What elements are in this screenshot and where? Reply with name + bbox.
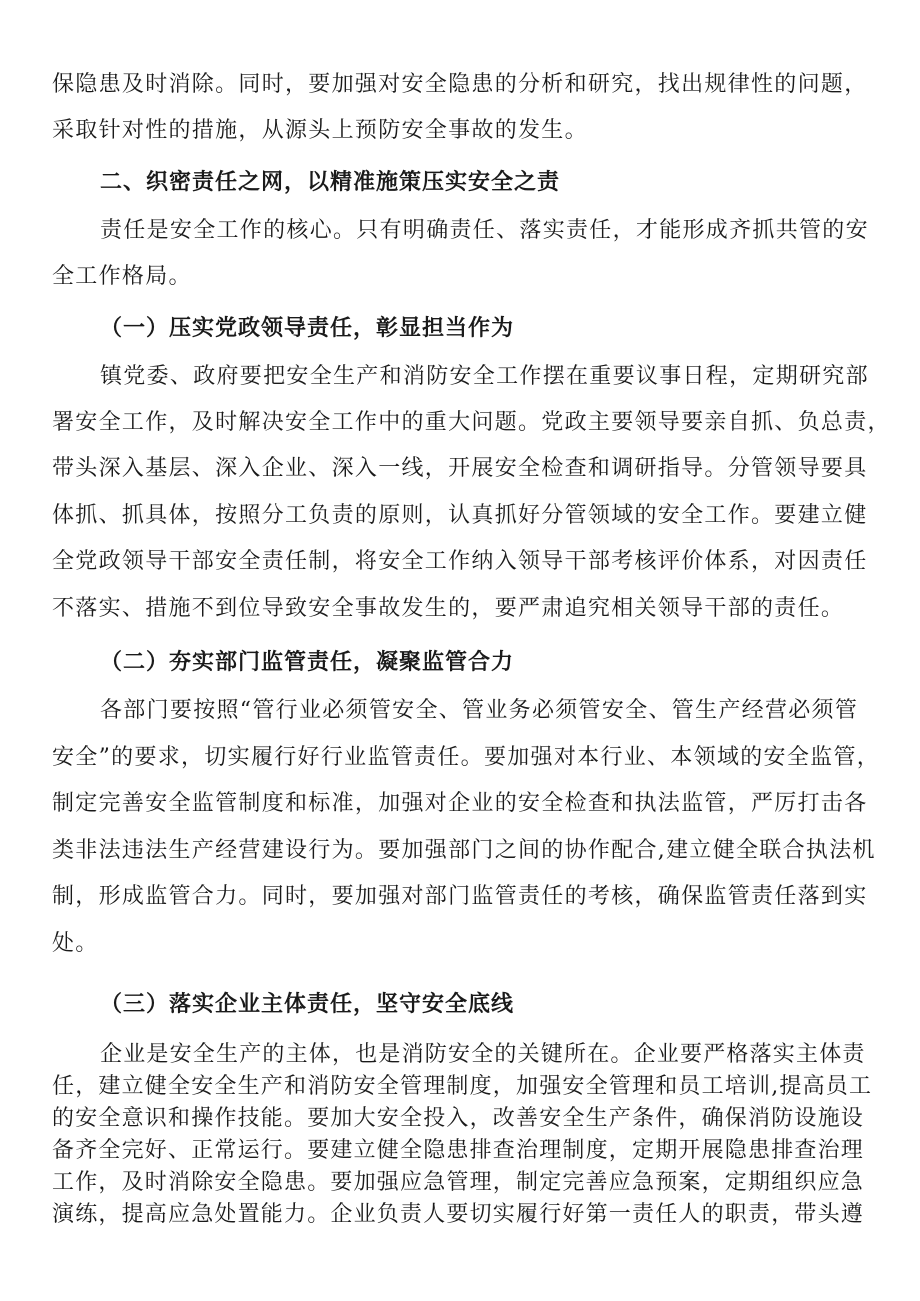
- body-text-line: 任，建立健全安全生产和消防安全管理制度，加强安全管理和员工培训,提高员工: [52, 1074, 873, 1099]
- body-text-line: 带头深入基层、深入企业、深入一线，开展安全检查和调研指导。分管领导要具: [52, 456, 868, 481]
- body-text-line: 工作，及时消除安全隐患。要加强应急管理，制定完善应急预案，定期组织应急: [52, 1170, 865, 1195]
- body-text-line: 类非法违法生产经营建设行为。要加强部门之间的协作配合,建立健全联合执法机: [52, 838, 876, 863]
- body-text-line: 制，形成监管合力。同时，要加强对部门监管责任的考核，确保监管责任落到实: [52, 884, 868, 909]
- section-heading: 二、织密责任之网，以精准施策压实安全之责: [100, 169, 561, 195]
- body-text-line: 全党政领导干部安全责任制，将安全工作纳入领导干部考核评价体系，对因责任: [52, 549, 868, 574]
- body-text-line: 镇党委、政府要把安全生产和消防安全工作摆在重要议事日程，定期研究部: [100, 364, 869, 389]
- body-text-line: 各部门要按照“管行业必须管安全、管业务必须管安全、管生产经营必须管: [100, 698, 859, 723]
- body-text-line: 采取针对性的措施，从源头上预防安全事故的发生。: [52, 118, 588, 143]
- body-text-line: 责任是安全工作的核心。只有明确责任、落实责任，才能形成齐抓共管的安: [100, 218, 869, 243]
- body-text-line: 演练，提高应急处置能力。企业负责人要切实履行好第一责任人的职责，带头遵: [52, 1202, 865, 1227]
- subsection-heading: （二）夯实部门监管责任，凝聚监管合力: [100, 649, 515, 675]
- subsection-heading: （一）压实党政领导责任，彰显担当作为: [100, 315, 515, 341]
- body-text-line: 安全”的要求，切实履行好行业监管责任。要加强对本行业、本领域的安全监管，: [52, 745, 881, 770]
- body-text-line: 保隐患及时消除。同时，要加强对安全隐患的分析和研究，找出规律性的问题，: [52, 72, 868, 97]
- body-text-line: 制定完善安全监管制度和标准，加强对企业的安全检查和执法监管，严厉打击各: [52, 791, 868, 816]
- body-text-line: 全工作格局。: [52, 264, 192, 289]
- body-text-line: 的安全意识和操作技能。要加大安全投入，改善安全生产条件，确保消防设施设: [52, 1106, 865, 1131]
- body-text-line: 不落实、措施不到位导致安全事故发生的，要严肃追究相关领导干部的责任。: [52, 596, 845, 621]
- body-text-line: 备齐全完好、正常运行。要建立健全隐患排查治理制度，定期开展隐患排查治理: [52, 1138, 865, 1163]
- body-text-line: 处。: [52, 931, 99, 956]
- body-text-line: 企业是安全生产的主体，也是消防安全的关键所在。企业要严格落实主体责: [100, 1042, 866, 1067]
- subsection-heading: （三）落实企业主体责任，坚守安全底线: [100, 991, 515, 1017]
- body-text-line: 署安全工作，及时解决安全工作中的重大问题。党政主要领导要亲自抓、负总责，: [52, 410, 891, 435]
- body-text-line: 体抓、抓具体，按照分工负责的原则，认真抓好分管领域的安全工作。要建立健: [52, 503, 868, 528]
